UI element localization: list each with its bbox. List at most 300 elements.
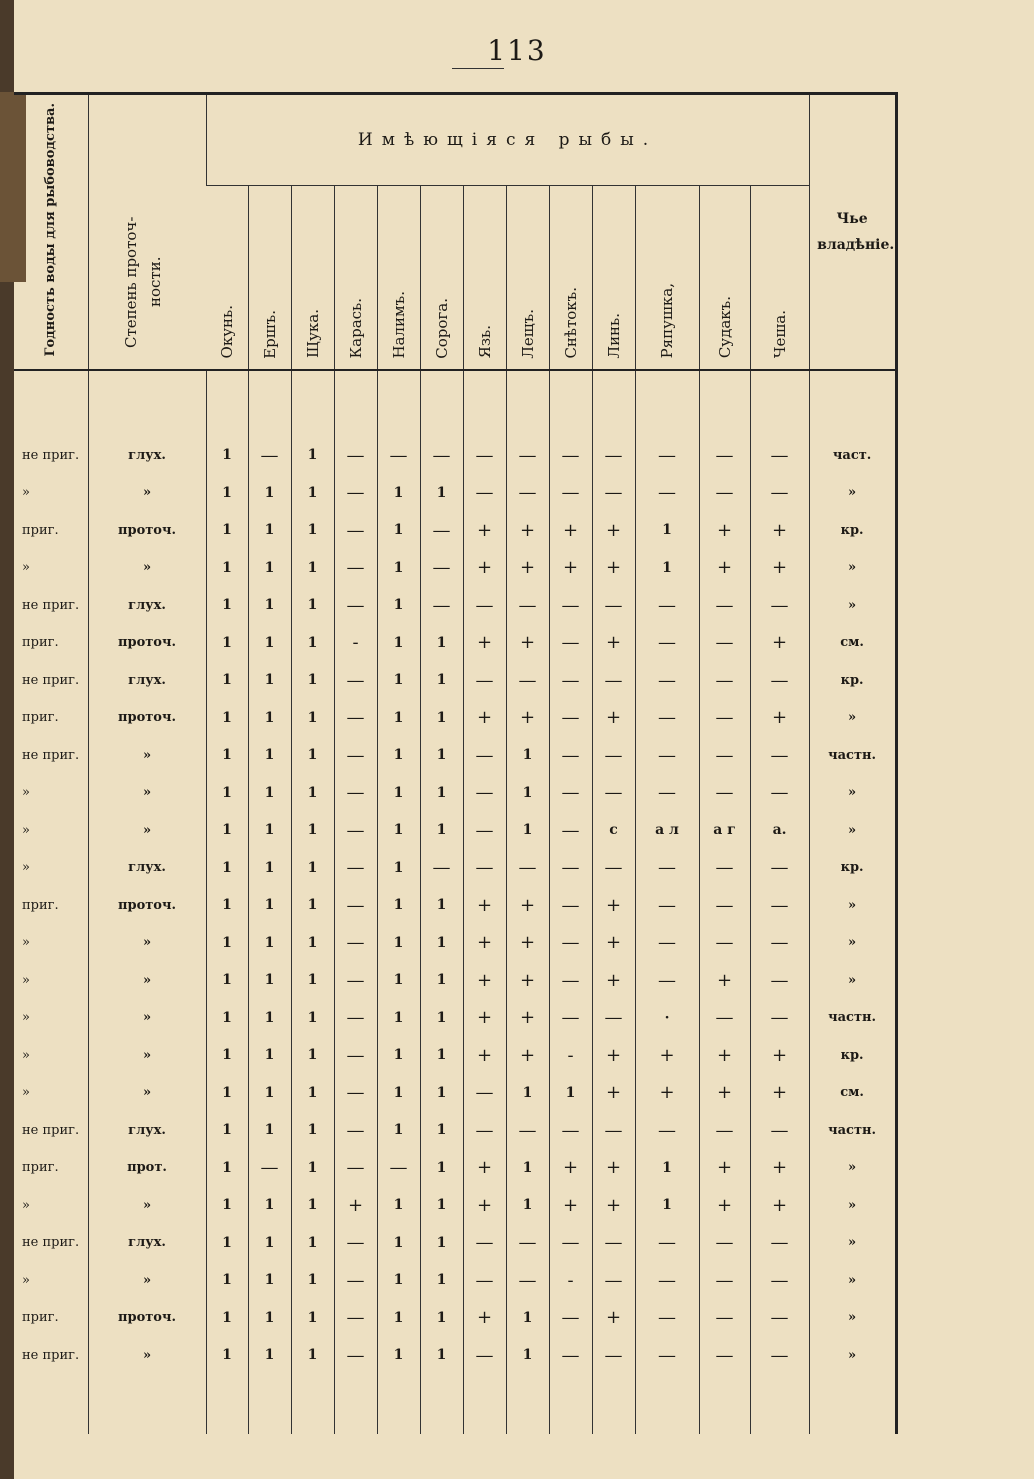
cell-fish: 1 <box>248 699 291 737</box>
cell-fish: 1 <box>291 1074 334 1112</box>
cell-fish: — <box>377 437 420 475</box>
table-row <box>14 1187 896 1225</box>
cell-fish: 1 <box>377 1074 420 1112</box>
cell-suitability: не приг. <box>22 597 80 613</box>
cell-owner: » <box>809 962 896 1000</box>
cell-fish: 1 <box>377 737 420 775</box>
cell-fish: 1 <box>206 587 248 625</box>
table-row <box>14 737 896 775</box>
cell-fish: с <box>592 812 635 850</box>
cell-fish: — <box>549 962 592 1000</box>
cell-fish: — <box>506 1224 549 1262</box>
table-row <box>14 1037 896 1075</box>
cell-fish: 1 <box>291 1037 334 1075</box>
cell-fish: · <box>635 999 699 1037</box>
cell-fish: + <box>635 1037 699 1075</box>
cell-fish: — <box>334 1112 377 1150</box>
cell-fish: — <box>420 587 463 625</box>
cell-owner: » <box>809 774 896 812</box>
cell-fish: + <box>463 699 506 737</box>
table-row <box>14 549 896 587</box>
cell-fish: — <box>549 624 592 662</box>
cell-fish: + <box>463 624 506 662</box>
cell-fish: — <box>592 774 635 812</box>
cell-fish: — <box>635 737 699 775</box>
cell-fish: — <box>635 887 699 925</box>
table-row <box>14 437 896 475</box>
table-row <box>14 962 896 1000</box>
cell-suitability: » <box>22 935 30 951</box>
cell-fish: 1 <box>506 1299 549 1337</box>
cell-fish: 1 <box>248 1262 291 1300</box>
cell-fish: 1 <box>420 1337 463 1375</box>
cell-owner: » <box>809 699 896 737</box>
cell-fish: — <box>592 474 635 512</box>
cell-flow: » <box>88 1074 206 1112</box>
cell-fish: — <box>334 774 377 812</box>
header-fish-9: Линь. <box>592 186 635 370</box>
cell-fish: — <box>463 437 506 475</box>
cell-fish: + <box>463 1037 506 1075</box>
cell-owner: кр. <box>809 662 896 700</box>
cell-fish: — <box>592 662 635 700</box>
cell-fish: — <box>635 774 699 812</box>
cell-fish: 1 <box>420 962 463 1000</box>
cell-fish: 1 <box>248 812 291 850</box>
cell-suitability: » <box>22 1047 30 1063</box>
cell-owner: » <box>809 587 896 625</box>
cell-fish: 1 <box>377 849 420 887</box>
cell-fish: — <box>463 812 506 850</box>
table-row <box>14 474 896 512</box>
cell-fish: — <box>334 662 377 700</box>
cell-fish: 1 <box>206 549 248 587</box>
cell-flow: глух. <box>88 1224 206 1262</box>
header-fish-12: Чеша. <box>750 186 809 370</box>
cell-fish: — <box>549 1299 592 1337</box>
cell-fish: 1 <box>377 1299 420 1337</box>
cell-suitability: приг. <box>22 522 59 538</box>
cell-fish: 1 <box>248 1074 291 1112</box>
cell-fish: — <box>248 437 291 475</box>
cell-flow: глух. <box>88 437 206 475</box>
cell-fish: + <box>506 999 549 1037</box>
cell-fish: + <box>699 962 750 1000</box>
cell-suitability: не приг. <box>22 447 80 463</box>
cell-fish: 1 <box>420 1262 463 1300</box>
header-fish-0: Окунь. <box>206 186 248 370</box>
cell-fish: — <box>699 887 750 925</box>
cell-fish: 1 <box>206 1299 248 1337</box>
cell-owner: » <box>809 474 896 512</box>
cell-fish: — <box>549 662 592 700</box>
table-row <box>14 624 896 662</box>
cell-owner: кр. <box>809 849 896 887</box>
page-number: 113 <box>487 34 547 67</box>
cell-fish: — <box>377 1149 420 1187</box>
cell-fish: 1 <box>291 1112 334 1150</box>
table-row <box>14 699 896 737</box>
cell-fish: — <box>592 999 635 1037</box>
cell-fish: — <box>699 774 750 812</box>
cell-fish: а г <box>699 812 750 850</box>
cell-flow: » <box>88 1337 206 1375</box>
cell-fish: — <box>549 999 592 1037</box>
cell-fish: + <box>463 1299 506 1337</box>
table-spacer-top <box>14 370 896 437</box>
cell-fish: — <box>334 1224 377 1262</box>
cell-fish: — <box>750 662 809 700</box>
cell-fish: 1 <box>377 512 420 550</box>
cell-suitability: » <box>22 1010 30 1026</box>
cell-fish: 1 <box>420 662 463 700</box>
cell-fish: 1 <box>206 624 248 662</box>
cell-fish: — <box>750 437 809 475</box>
cell-fish: 1 <box>291 962 334 1000</box>
cell-fish: + <box>592 512 635 550</box>
header-fish-3: Карась. <box>334 186 377 370</box>
cell-fish: + <box>592 624 635 662</box>
cell-fish: — <box>334 887 377 925</box>
cell-fish: 1 <box>377 587 420 625</box>
cell-fish: 1 <box>248 924 291 962</box>
cell-flow: проточ. <box>88 887 206 925</box>
cell-fish: — <box>549 1224 592 1262</box>
cell-fish: — <box>750 587 809 625</box>
cell-owner: » <box>809 1299 896 1337</box>
cell-fish: 1 <box>635 1149 699 1187</box>
cell-fish: 1 <box>206 1187 248 1225</box>
cell-fish: 1 <box>206 662 248 700</box>
cell-fish: — <box>592 737 635 775</box>
cell-fish: — <box>699 1299 750 1337</box>
header-fish-2: Щука. <box>291 186 334 370</box>
cell-suitability: приг. <box>22 635 59 651</box>
cell-fish: 1 <box>291 774 334 812</box>
cell-flow: » <box>88 1262 206 1300</box>
cell-fish: — <box>592 437 635 475</box>
header-fish-1: Ершъ. <box>248 186 291 370</box>
cell-fish: — <box>750 924 809 962</box>
cell-fish: + <box>592 549 635 587</box>
cell-fish: 1 <box>506 737 549 775</box>
cell-fish: — <box>750 1337 809 1375</box>
cell-flow: » <box>88 774 206 812</box>
cell-suitability: » <box>22 485 30 501</box>
cell-fish: + <box>750 1149 809 1187</box>
cell-fish: - <box>334 624 377 662</box>
cell-fish: 1 <box>506 812 549 850</box>
cell-fish: 1 <box>291 437 334 475</box>
cell-fish: — <box>635 849 699 887</box>
cell-fish: — <box>334 1337 377 1375</box>
cell-owner: » <box>809 1187 896 1225</box>
cell-fish: + <box>592 699 635 737</box>
cell-owner: » <box>809 549 896 587</box>
cell-fish: — <box>506 849 549 887</box>
cell-fish: 1 <box>291 1262 334 1300</box>
cell-fish: 1 <box>506 774 549 812</box>
cell-fish: — <box>635 437 699 475</box>
cell-fish: 1 <box>420 999 463 1037</box>
cell-fish: — <box>635 624 699 662</box>
cell-fish: — <box>549 887 592 925</box>
header-fish-6: Язь. <box>463 186 506 370</box>
cell-fish: — <box>506 587 549 625</box>
cell-fish: 1 <box>377 474 420 512</box>
cell-fish: — <box>463 1224 506 1262</box>
cell-fish: + <box>592 1074 635 1112</box>
cell-fish: + <box>506 699 549 737</box>
cell-fish: 1 <box>635 549 699 587</box>
cell-fish: 1 <box>291 737 334 775</box>
cell-fish: 1 <box>248 1187 291 1225</box>
cell-flow: » <box>88 1037 206 1075</box>
cell-fish: + <box>750 1074 809 1112</box>
cell-fish: — <box>699 1224 750 1262</box>
cell-fish: — <box>750 737 809 775</box>
cell-fish: — <box>699 474 750 512</box>
cell-flow: » <box>88 1187 206 1225</box>
cell-fish: — <box>750 962 809 1000</box>
header-fish-10: Ряпушка, <box>635 186 699 370</box>
table-row <box>14 849 896 887</box>
cell-fish: 1 <box>291 474 334 512</box>
header-fish-5: Сорога. <box>420 186 463 370</box>
cell-fish: + <box>463 999 506 1037</box>
cell-owner: частн. <box>809 999 896 1037</box>
cell-fish: — <box>699 1262 750 1300</box>
cell-fish: 1 <box>248 1299 291 1337</box>
cell-fish: + <box>463 962 506 1000</box>
cell-fish: — <box>463 1074 506 1112</box>
cell-suitability: не приг. <box>22 747 80 763</box>
cell-fish: — <box>699 1337 750 1375</box>
cell-fish: + <box>463 924 506 962</box>
cell-fish: — <box>592 1224 635 1262</box>
header-row-top <box>14 94 896 186</box>
cell-fish: — <box>635 1224 699 1262</box>
cell-suitability: » <box>22 1085 30 1101</box>
cell-fish: — <box>592 587 635 625</box>
cell-suitability: не приг. <box>22 672 80 688</box>
cell-fish: + <box>463 1187 506 1225</box>
cell-fish: 1 <box>291 1149 334 1187</box>
cell-suitability: » <box>22 785 30 801</box>
cell-fish: — <box>463 1337 506 1375</box>
cell-fish: — <box>463 737 506 775</box>
cell-fish: 1 <box>291 1299 334 1337</box>
cell-fish: 1 <box>291 512 334 550</box>
cell-fish: 1 <box>377 1337 420 1375</box>
cell-suitability: не приг. <box>22 1235 80 1251</box>
cell-fish: 1 <box>291 887 334 925</box>
cell-fish: — <box>463 774 506 812</box>
header-flow: Степень проточ- ности. <box>88 94 206 370</box>
cell-fish: 1 <box>506 1337 549 1375</box>
cell-fish: — <box>750 887 809 925</box>
cell-fish: — <box>334 924 377 962</box>
cell-fish: 1 <box>248 474 291 512</box>
cell-fish: + <box>549 1187 592 1225</box>
cell-fish: + <box>750 549 809 587</box>
cell-fish: — <box>463 587 506 625</box>
cell-fish: 1 <box>248 662 291 700</box>
cell-fish: 1 <box>377 999 420 1037</box>
cell-fish: 1 <box>291 1224 334 1262</box>
cell-fish: 1 <box>248 1037 291 1075</box>
header-fish-7: Лещъ. <box>506 186 549 370</box>
cell-fish: — <box>635 662 699 700</box>
cell-fish: — <box>592 1337 635 1375</box>
cell-fish: — <box>635 1262 699 1300</box>
cell-fish: 1 <box>206 437 248 475</box>
cell-fish: + <box>592 962 635 1000</box>
cell-fish: 1 <box>635 512 699 550</box>
cell-suitability: » <box>22 860 30 876</box>
cell-flow: проточ. <box>88 624 206 662</box>
header-fish-4: Налимъ. <box>377 186 420 370</box>
fish-table <box>14 92 898 1434</box>
header-fish-11: Судакъ. <box>699 186 750 370</box>
cell-fish: — <box>750 774 809 812</box>
cell-fish: — <box>549 437 592 475</box>
cell-fish: + <box>750 699 809 737</box>
cell-fish: 1 <box>206 1149 248 1187</box>
cell-fish: 1 <box>206 887 248 925</box>
cell-fish: 1 <box>420 624 463 662</box>
table-row <box>14 887 896 925</box>
cell-fish: 1 <box>206 1112 248 1150</box>
cell-fish: — <box>549 849 592 887</box>
cell-fish: + <box>699 1037 750 1075</box>
cell-fish: 1 <box>248 774 291 812</box>
cell-fish: — <box>334 737 377 775</box>
cell-fish: 1 <box>206 924 248 962</box>
cell-owner: » <box>809 924 896 962</box>
cell-fish: 1 <box>377 549 420 587</box>
cell-fish: + <box>506 887 549 925</box>
cell-fish: — <box>549 474 592 512</box>
cell-fish: 1 <box>420 1112 463 1150</box>
cell-fish: + <box>463 549 506 587</box>
cell-fish: 1 <box>291 549 334 587</box>
table-row <box>14 812 896 850</box>
cell-fish: 1 <box>206 1262 248 1300</box>
cell-fish: — <box>549 812 592 850</box>
cell-fish: 1 <box>377 962 420 1000</box>
cell-fish: 1 <box>506 1074 549 1112</box>
cell-fish: — <box>334 1074 377 1112</box>
table-row <box>14 1337 896 1375</box>
cell-owner: кр. <box>809 512 896 550</box>
cell-fish: 1 <box>420 1299 463 1337</box>
table-row <box>14 1224 896 1262</box>
cell-fish: — <box>420 549 463 587</box>
cell-fish: — <box>334 474 377 512</box>
cell-fish: 1 <box>291 624 334 662</box>
cell-fish: 1 <box>549 1074 592 1112</box>
cell-fish: 1 <box>248 962 291 1000</box>
cell-fish: 1 <box>420 1149 463 1187</box>
cell-fish: 1 <box>635 1187 699 1225</box>
cell-fish: 1 <box>420 474 463 512</box>
table-row <box>14 587 896 625</box>
cell-fish: — <box>549 1112 592 1150</box>
cell-flow: глух. <box>88 587 206 625</box>
cell-fish: — <box>506 474 549 512</box>
cell-fish: — <box>549 737 592 775</box>
cell-fish: - <box>549 1037 592 1075</box>
cell-fish: 1 <box>206 1074 248 1112</box>
cell-fish: 1 <box>291 587 334 625</box>
cell-fish: — <box>549 699 592 737</box>
cell-fish: — <box>334 549 377 587</box>
table-row <box>14 662 896 700</box>
cell-flow: » <box>88 812 206 850</box>
cell-fish: + <box>592 924 635 962</box>
cell-fish: 1 <box>248 849 291 887</box>
cell-fish: 1 <box>377 624 420 662</box>
cell-fish: а л <box>635 812 699 850</box>
cell-fish: + <box>463 887 506 925</box>
cell-owner: » <box>809 1149 896 1187</box>
cell-fish: 1 <box>206 1337 248 1375</box>
table-row <box>14 1112 896 1150</box>
cell-fish: 1 <box>291 924 334 962</box>
cell-fish: 1 <box>206 512 248 550</box>
cell-fish: 1 <box>506 1149 549 1187</box>
cell-fish: 1 <box>248 887 291 925</box>
cell-fish: 1 <box>377 662 420 700</box>
cell-fish: 1 <box>248 587 291 625</box>
cell-fish: — <box>635 962 699 1000</box>
cell-fish: — <box>506 1112 549 1150</box>
cell-fish: + <box>699 1149 750 1187</box>
cell-fish: + <box>506 549 549 587</box>
cell-fish: 1 <box>377 699 420 737</box>
cell-fish: — <box>334 849 377 887</box>
cell-fish: 1 <box>206 1224 248 1262</box>
cell-suitability: приг. <box>22 710 59 726</box>
cell-fish: 1 <box>377 1224 420 1262</box>
cell-fish: + <box>750 512 809 550</box>
cell-fish: — <box>750 849 809 887</box>
cell-owner: » <box>809 812 896 850</box>
cell-fish: 1 <box>206 849 248 887</box>
cell-fish: 1 <box>377 1187 420 1225</box>
cell-fish: + <box>549 1149 592 1187</box>
cell-fish: + <box>506 962 549 1000</box>
cell-fish: 1 <box>377 1037 420 1075</box>
cell-fish: 1 <box>206 774 248 812</box>
cell-fish: 1 <box>291 699 334 737</box>
cell-fish: — <box>334 999 377 1037</box>
cell-fish: — <box>699 624 750 662</box>
cell-fish: + <box>506 924 549 962</box>
cell-fish: + <box>592 1037 635 1075</box>
cell-fish: 1 <box>377 887 420 925</box>
cell-fish: — <box>248 1149 291 1187</box>
cell-fish: — <box>699 1112 750 1150</box>
cell-fish: — <box>750 999 809 1037</box>
cell-fish: 1 <box>377 774 420 812</box>
table-row <box>14 924 896 962</box>
cell-owner: частн. <box>809 1112 896 1150</box>
cell-fish: - <box>549 1262 592 1300</box>
cell-fish: 1 <box>420 812 463 850</box>
cell-fish: 1 <box>206 999 248 1037</box>
